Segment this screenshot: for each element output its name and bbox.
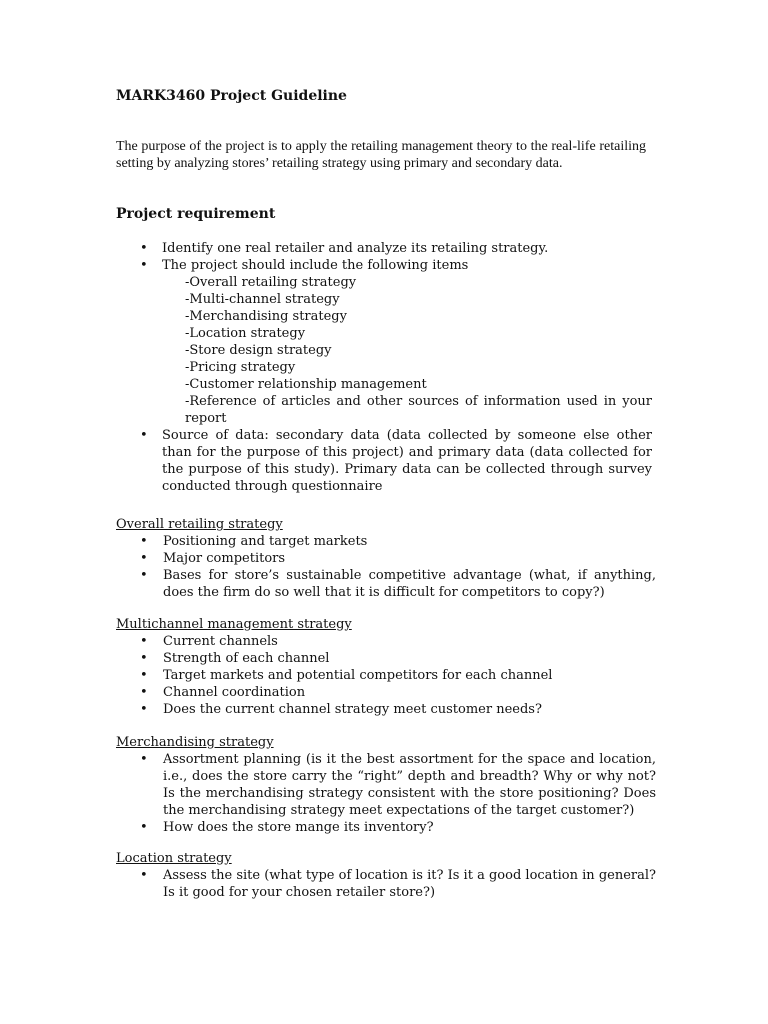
section-merchandising <box>116 734 656 836</box>
bullet-icon: • <box>140 258 148 273</box>
list-item-text: Major competitors <box>163 551 286 566</box>
list-item-text: Channel coordination <box>163 685 306 700</box>
sub-item: -Overall retailing strategy <box>185 275 357 290</box>
requirement-item <box>140 427 652 495</box>
list-item <box>140 667 656 684</box>
list-item-text: Positioning and target markets <box>163 534 368 549</box>
bullet-icon: • <box>140 868 148 883</box>
bullet-icon: • <box>140 634 148 649</box>
section-list <box>116 751 656 836</box>
list-item <box>140 550 656 567</box>
list-item <box>140 650 656 667</box>
list-item-text: Strength of each channel <box>163 651 330 666</box>
requirement-text: Source of data: secondary data (data collected by someone else other than for the purpose of this project) and primary data (data collected for the purpose of this study). Primary data can be collected through survey conducted through questionnaire <box>162 428 652 494</box>
list-item <box>140 751 656 819</box>
sub-item: -Multi-channel strategy <box>185 292 340 307</box>
list-item <box>140 701 656 718</box>
section-heading: Multichannel management strategy <box>116 617 352 632</box>
document-title: MARK3460 Project Guideline <box>116 88 347 104</box>
list-item-text: Does the current channel strategy meet customer needs? <box>163 702 542 717</box>
section-list <box>116 867 656 901</box>
list-item <box>140 819 656 836</box>
list-item-text: How does the store mange its inventory? <box>163 820 434 835</box>
list-item <box>140 684 656 701</box>
bullet-icon: • <box>140 820 148 835</box>
sub-item: -Customer relationship management <box>185 377 427 392</box>
bullet-icon: • <box>140 668 148 683</box>
requirement-sub-list <box>185 274 652 427</box>
bullet-icon: • <box>140 241 148 256</box>
section-list <box>116 533 656 601</box>
list-item <box>140 867 656 901</box>
list-item-text: Target markets and potential competitors for each channel <box>163 668 553 683</box>
bullet-icon: • <box>140 702 148 717</box>
bullet-icon: • <box>140 551 148 566</box>
sub-item: -Pricing strategy <box>185 360 296 375</box>
section-heading: Merchandising strategy <box>116 735 274 750</box>
bullet-icon: • <box>140 685 148 700</box>
list-item-text: Bases for store’s sustainable competitive advantage (what, if anything, does the firm do so well that it is difficult for competitors to copy?) <box>163 568 656 600</box>
sub-item: -Merchandising strategy <box>185 309 347 324</box>
bullet-icon: • <box>140 428 148 443</box>
requirement-item <box>140 257 652 427</box>
requirement-item <box>140 240 652 257</box>
list-item-text: Current channels <box>163 634 278 649</box>
requirement-text: Identify one real retailer and analyze its retailing strategy. <box>162 241 549 256</box>
intro-paragraph: The purpose of the project is to apply the retailing management theory to the real-life retailing setting by analyzing stores’ retailing strategy using primary and secondary data. <box>116 139 646 171</box>
requirement-text: The project should include the following items <box>162 258 469 273</box>
requirements-list <box>140 240 652 495</box>
list-item <box>140 533 656 550</box>
section-heading: Location strategy <box>116 851 232 866</box>
bullet-icon: • <box>140 752 148 767</box>
requirements-heading: Project requirement <box>116 206 276 222</box>
bullet-icon: • <box>140 568 148 583</box>
section-overall-retailing <box>116 516 656 601</box>
list-item <box>140 633 656 650</box>
list-item-text: Assortment planning (is it the best assortment for the space and location, i.e., does the store carry the “right” depth and breadth? Why or why not? Is the merchandising strategy consistent with the store positioning? Does the merchandising strategy meet expectations of the target customer?) <box>163 752 656 818</box>
list-item-text: Assess the site (what type of location is it? Is it a good location in general? Is it good for your chosen retailer store?) <box>163 868 656 900</box>
bullet-icon: • <box>140 651 148 666</box>
section-list <box>116 633 656 718</box>
section-heading: Overall retailing strategy <box>116 517 283 532</box>
bullet-icon: • <box>140 534 148 549</box>
sub-item: -Store design strategy <box>185 343 332 358</box>
sub-item: -Location strategy <box>185 326 306 341</box>
sub-item: -Reference of articles and other sources of information used in your report <box>185 394 652 426</box>
section-multichannel <box>116 616 656 718</box>
section-location <box>116 850 656 901</box>
list-item <box>140 567 656 601</box>
